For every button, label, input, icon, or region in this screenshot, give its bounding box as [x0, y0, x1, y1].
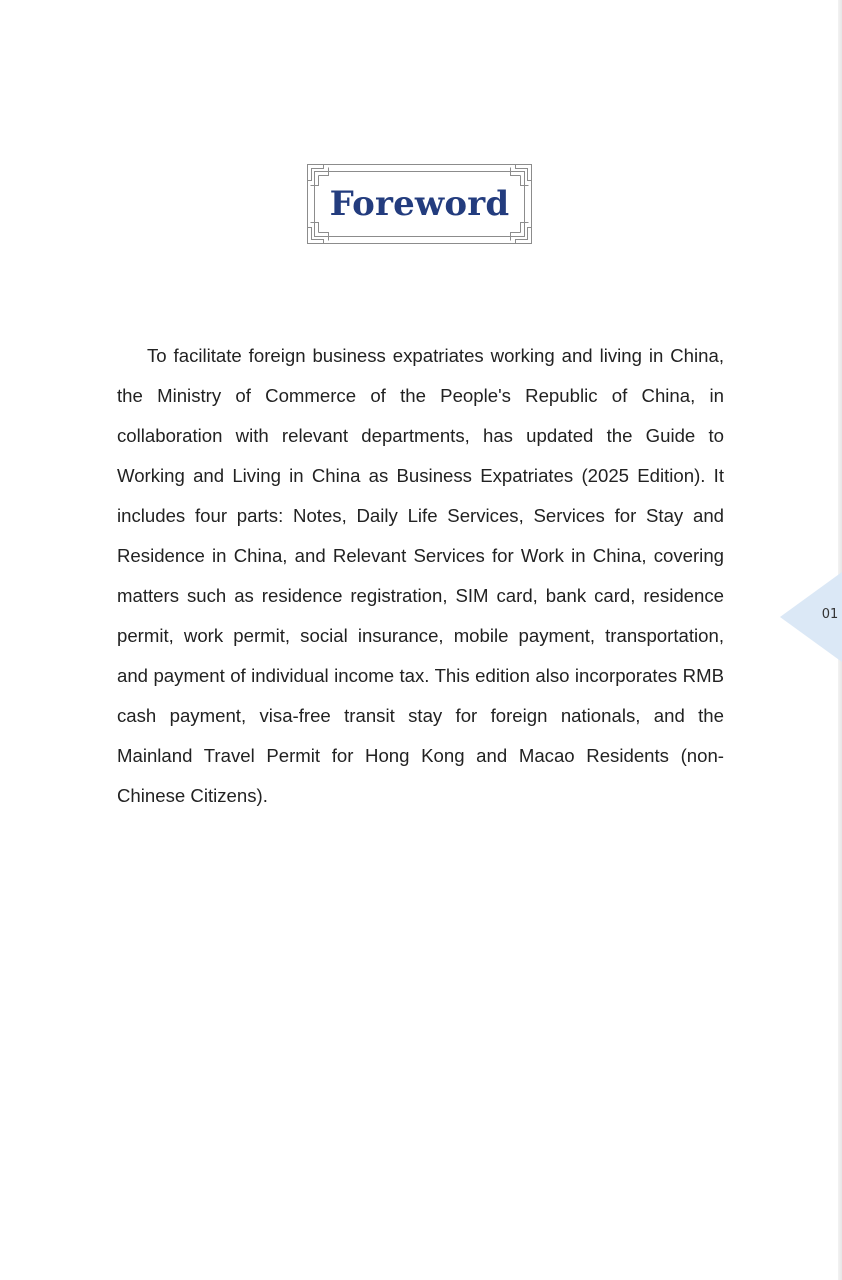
page-number-tab	[780, 572, 842, 662]
page-title: Foreword	[329, 184, 510, 224]
title-frame	[306, 163, 533, 245]
page-number: 01	[821, 607, 839, 622]
foreword-paragraph: To facilitate foreign business expatriates working and living in China, the Ministry of Commerce of the People's Republic of China, in collaboration with relevant departments, has updated the Guide to Working and Living in China as Business Expatriates (2025 Edition). It includes four parts: Notes, Daily Life Services, Services for Stay and Residence in China, and Relevant Services for Work in China, covering matters such as residence registration, SIM card, bank card, residence permit, work permit, social insurance, mobile payment, transportation, and payment of individual income tax. This edition also incorporates RMB cash payment, visa-free transit stay for foreign nationals, and the Mainland Travel Permit for Hong Kong and Macao Residents (non-Chinese Citizens).	[117, 345, 724, 806]
